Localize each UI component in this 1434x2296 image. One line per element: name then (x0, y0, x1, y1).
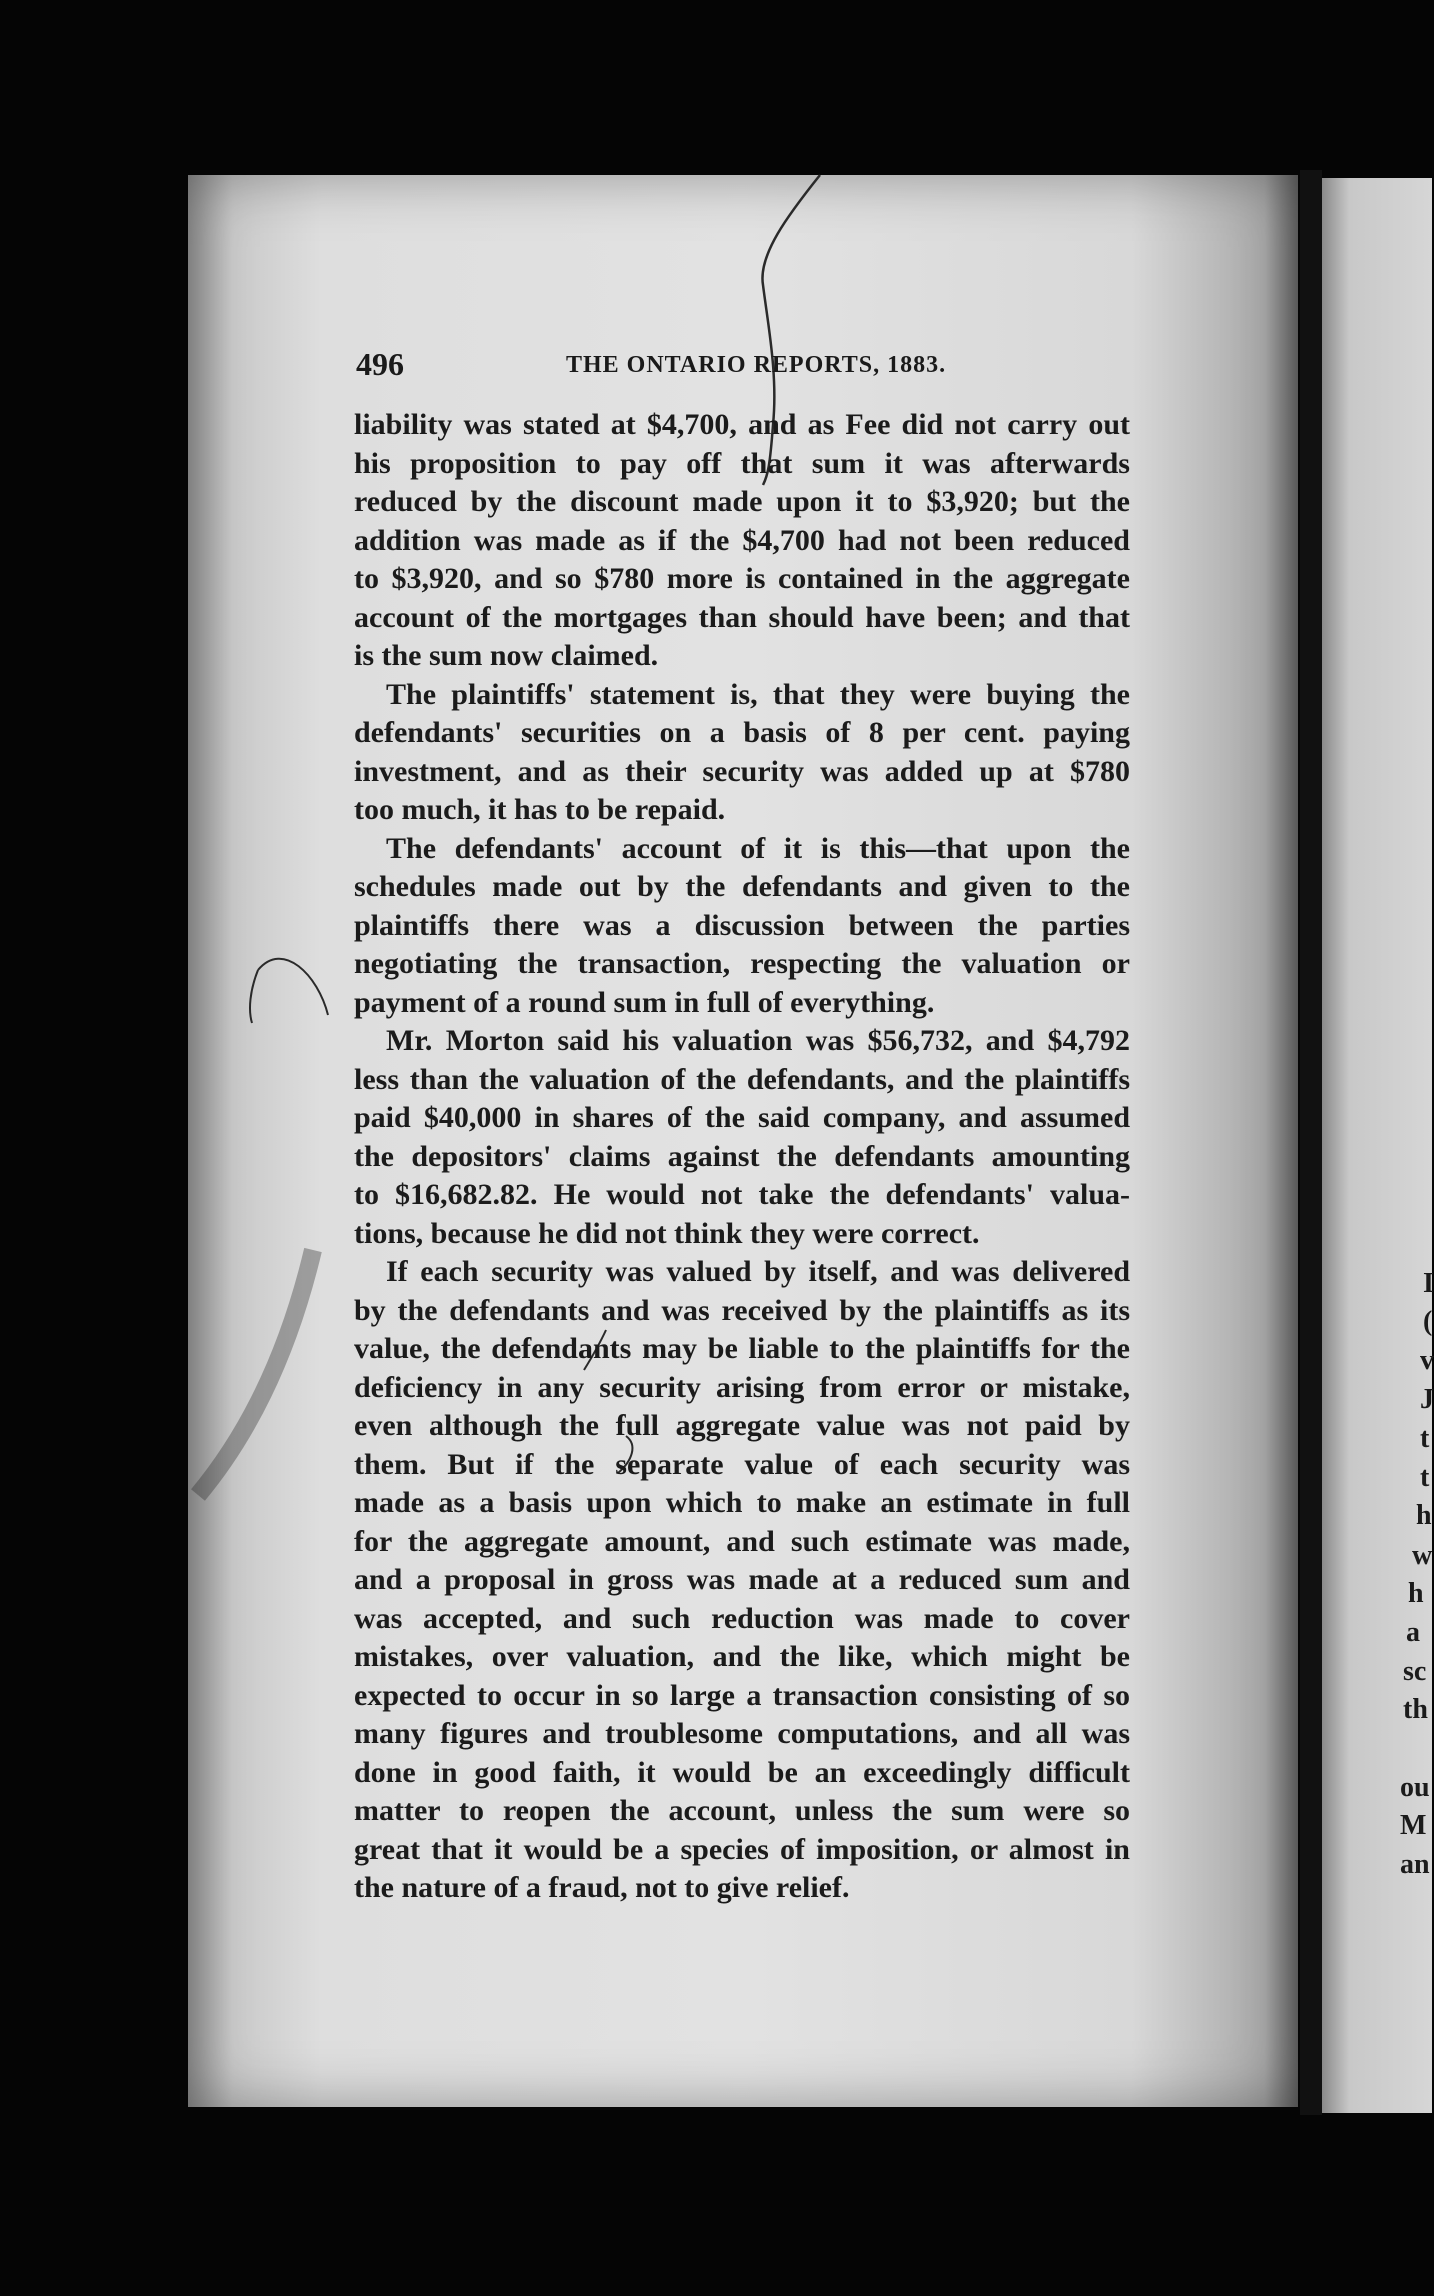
text-line: them. But if the separate value of each security was (354, 1447, 1130, 1481)
paragraph (354, 406, 1130, 676)
facing-page-fragment-9: h (1408, 1578, 1424, 1609)
text-line: made as a basis upon which to make an estimate in full (354, 1486, 1130, 1519)
text-line: defendants' securities on a basis of 8 per cent. paying (354, 716, 1130, 749)
facing-page-fragment-1: I (1423, 1268, 1434, 1299)
text-line: expected to occur in so large a transaction consisting of so (354, 1678, 1130, 1712)
text-line: the depositors' claims against the defendants amounting (354, 1139, 1130, 1173)
paragraph (354, 1253, 1130, 1908)
facing-page-fragment-11: sc (1403, 1656, 1427, 1687)
text-line: to $16,682.82. He would not take the defendants' valua- (354, 1178, 1130, 1211)
facing-page-fragment-6: t (1420, 1462, 1430, 1493)
text-line: was accepted, and such reduction was made to cover (354, 1601, 1130, 1635)
text-line: The defendants' account of it is this—that upon the (386, 831, 1130, 865)
body-text (354, 406, 1130, 1908)
paragraph (354, 1022, 1130, 1253)
facing-page-fragment-15: an (1400, 1849, 1430, 1880)
text-line: too much, it has to be repaid. (354, 793, 726, 826)
running-title: THE ONTARIO REPORTS, 1883. (566, 352, 947, 378)
text-line: even although the full aggregate value was not paid by (354, 1409, 1130, 1442)
facing-page-fragment-3: v (1420, 1345, 1434, 1376)
text-line: addition was made as if the $4,700 had not been reduced (354, 523, 1130, 557)
text-line: is the sum now claimed. (354, 639, 659, 672)
text-line: less than the valuation of the defendants, and the plaintiffs (354, 1062, 1130, 1096)
facing-page-fragment-8: w (1412, 1540, 1433, 1571)
text-line: his proposition to pay off that sum it was afterwards (354, 446, 1130, 480)
text-line: value, the defendants may be liable to the plaintiffs for the (354, 1332, 1130, 1365)
facing-page-fragment-13: ou (1400, 1772, 1430, 1803)
paragraph (354, 676, 1130, 830)
text-line: deficiency in any security arising from error or mistake, (354, 1370, 1130, 1404)
page-header (356, 346, 1128, 386)
facing-page-fragment-2: ( (1423, 1306, 1433, 1337)
text-line: many figures and troublesome computations, and all was (354, 1717, 1130, 1750)
text-line: plaintiffs there was a discussion between the parties (354, 908, 1130, 942)
text-line: The plaintiffs' statement is, that they were buying the (386, 677, 1130, 711)
text-line: payment of a round sum in full of everything. (354, 985, 935, 1019)
text-line: done in good faith, it would be an exceedingly difficult (354, 1755, 1130, 1789)
text-line: liability was stated at $4,700, and as Fee did not carry out (354, 408, 1130, 441)
text-line: matter to reopen the account, unless the sum were so (354, 1794, 1130, 1827)
book-gutter (1300, 170, 1322, 2115)
text-line: for the aggregate amount, and such estimate was made, (354, 1524, 1130, 1558)
page-number: 496 (356, 346, 404, 382)
text-line: mistakes, over valuation, and the like, which might be (354, 1640, 1130, 1673)
facing-page-fragment-14: M (1400, 1810, 1427, 1841)
text-line: to $3,920, and so $780 more is contained in the aggregate (354, 562, 1130, 595)
text-line: schedules made out by the defendants and given to the (354, 870, 1130, 903)
facing-page-fragment-12: th (1403, 1694, 1428, 1725)
text-line: Mr. Morton said his valuation was $56,732, and $4,792 (386, 1024, 1130, 1057)
text-line: and a proposal in gross was made at a reduced sum and (354, 1563, 1130, 1596)
text-line: reduced by the discount made upon it to $3,920; but the (354, 485, 1130, 518)
facing-page-fragment-7: h (1416, 1500, 1432, 1531)
text-line: If each security was valued by itself, and was delivered (386, 1255, 1130, 1288)
text-line: negotiating the transaction, respecting the valuation or (354, 947, 1130, 980)
text-line: account of the mortgages than should have been; and that (354, 600, 1130, 634)
facing-page-fragment-10: a (1406, 1617, 1420, 1648)
text-line: paid $40,000 in shares of the said company, and assumed (354, 1101, 1130, 1134)
paragraph (354, 830, 1130, 1023)
text-line: investment, and as their security was added up at $780 (354, 754, 1130, 788)
text-line: by the defendants and was received by the plaintiffs as its (354, 1293, 1130, 1327)
text-line: tions, because he did not think they were correct. (354, 1216, 980, 1250)
text-line: the nature of a fraud, not to give relief. (354, 1871, 850, 1904)
facing-page-fragment-5: t (1420, 1423, 1430, 1454)
text-line: great that it would be a species of imposition, or almost in (354, 1832, 1130, 1866)
facing-page-fragment-4: J (1420, 1384, 1434, 1415)
